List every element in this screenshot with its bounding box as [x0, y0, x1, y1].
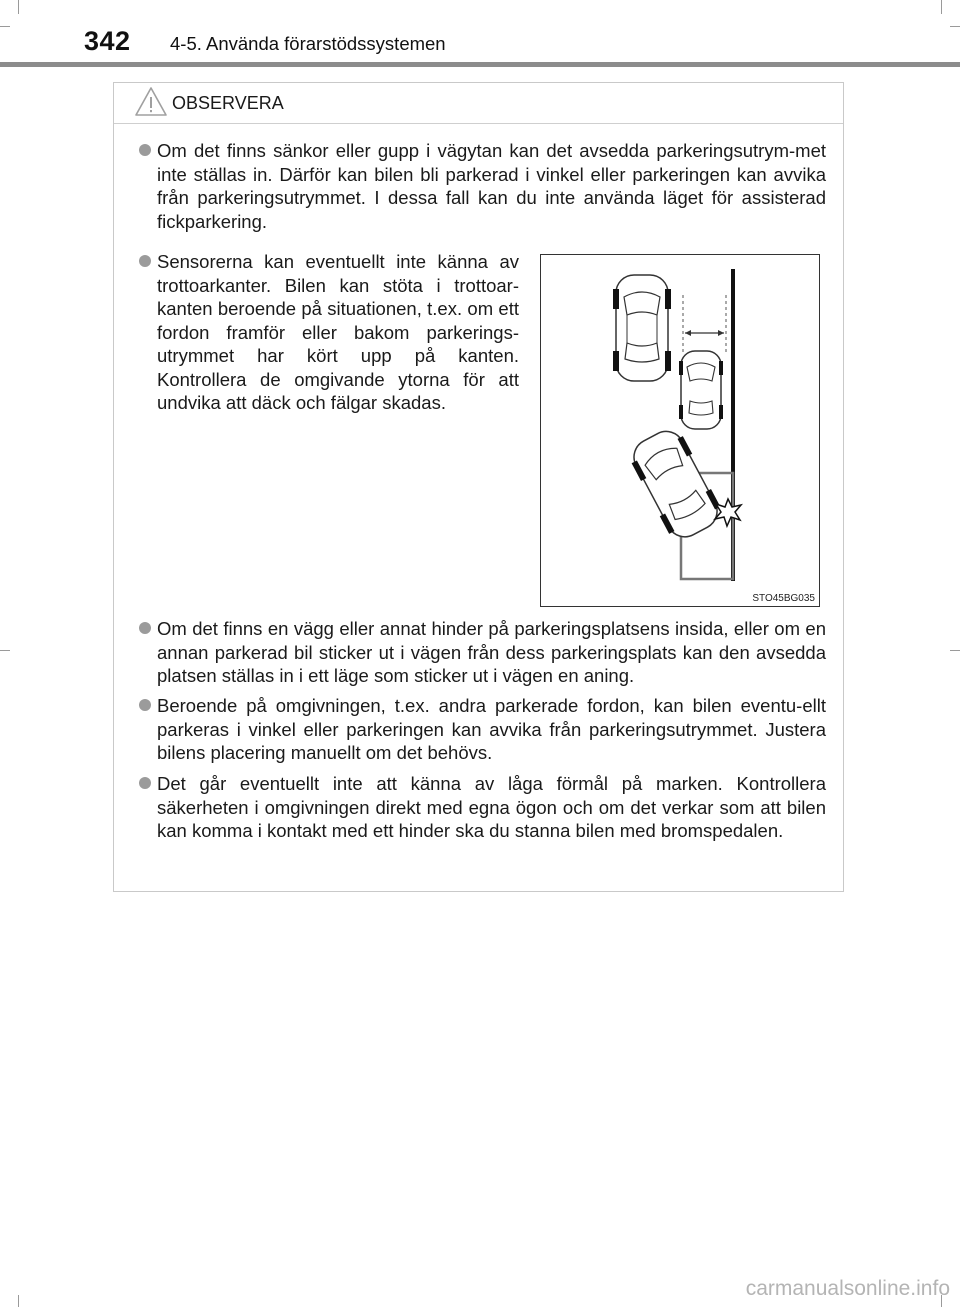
- notice-bullet: [157, 694, 826, 765]
- impact-star-icon: [715, 499, 741, 526]
- figure-code: STO45BG035: [752, 593, 815, 604]
- notice-bullet: [157, 139, 826, 233]
- crop-mark: [0, 26, 10, 27]
- header-rule: [0, 62, 960, 67]
- bullet-dot-icon: [139, 699, 151, 711]
- bullet-dot-icon: [139, 144, 151, 156]
- bullet-dot-icon: [139, 622, 151, 634]
- crop-mark: [18, 1295, 19, 1307]
- maneuvering-car: [625, 424, 726, 545]
- bullet-text: Sensorerna kan eventuellt inte känna av trottoarkanter. Bilen kan stöta i trottoar-kanten beroende på situationen, t.ex. om ett fordon framför eller bakom parkerings-utrymmet har kört upp på kanten. Kontrollera de omgivande ytorna för att undvika att däck och fälgar skadas.: [157, 251, 519, 413]
- bullet-text: Om det finns en vägg eller annat hinder på parkeringsplatsens insida, eller om en annan parkerad bil sticker ut i vägen från dess parkeringsplats kan den avsedda platsen ställas in i ett läge som sticker ut i vägen en aning.: [157, 618, 826, 686]
- crop-mark: [18, 0, 19, 14]
- notice-bullet: [157, 250, 519, 415]
- notice-bullet: [157, 772, 826, 843]
- watermark-link[interactable]: carmanualsonline.info: [745, 1277, 950, 1300]
- page-number: 342: [84, 26, 131, 56]
- warning-triangle-icon: [134, 86, 168, 123]
- parked-car-left: [613, 275, 671, 381]
- notice-title: OBSERVERA: [172, 93, 284, 113]
- crop-mark: [950, 650, 960, 651]
- crop-mark: [941, 0, 942, 14]
- notice-bullet: [157, 617, 826, 688]
- bullet-dot-icon: [139, 777, 151, 789]
- parked-car-right: [679, 351, 723, 429]
- crop-mark: [950, 26, 960, 27]
- notice-header: [114, 83, 843, 124]
- crop-mark: [0, 650, 10, 651]
- bullet-text: Om det finns sänkor eller gupp i vägytan kan det avsedda parkeringsutrym-met inte ställas in. Därför kan bilen bli parkerad i vinkel eller parkeringen kan avvika från parkeringsutrymmet. I dessa fall kan du inte använda läget för assisterad fickparkering.: [157, 140, 826, 232]
- parking-illustration: [540, 254, 820, 607]
- section-title: 4-5. Använda förarstödssystemen: [170, 33, 446, 54]
- bullet-text: Beroende på omgivningen, t.ex. andra parkerade fordon, kan bilen eventu-ellt parkeras i vinkel eller parkeringen kan avvika från parkeringsutrymmet. Justera bilens placering manuellt om det behövs.: [157, 695, 826, 763]
- bullet-dot-icon: [139, 255, 151, 267]
- bullet-text: Det går eventuellt inte att känna av låga förmål på marken. Kontrollera säkerheten i omgivningen direkt med egna ögon och om det verkar som att bilen kan komma i kontakt med ett hinder ska du stanna bilen med bromspedalen.: [157, 773, 826, 841]
- parking-diagram: [541, 255, 818, 605]
